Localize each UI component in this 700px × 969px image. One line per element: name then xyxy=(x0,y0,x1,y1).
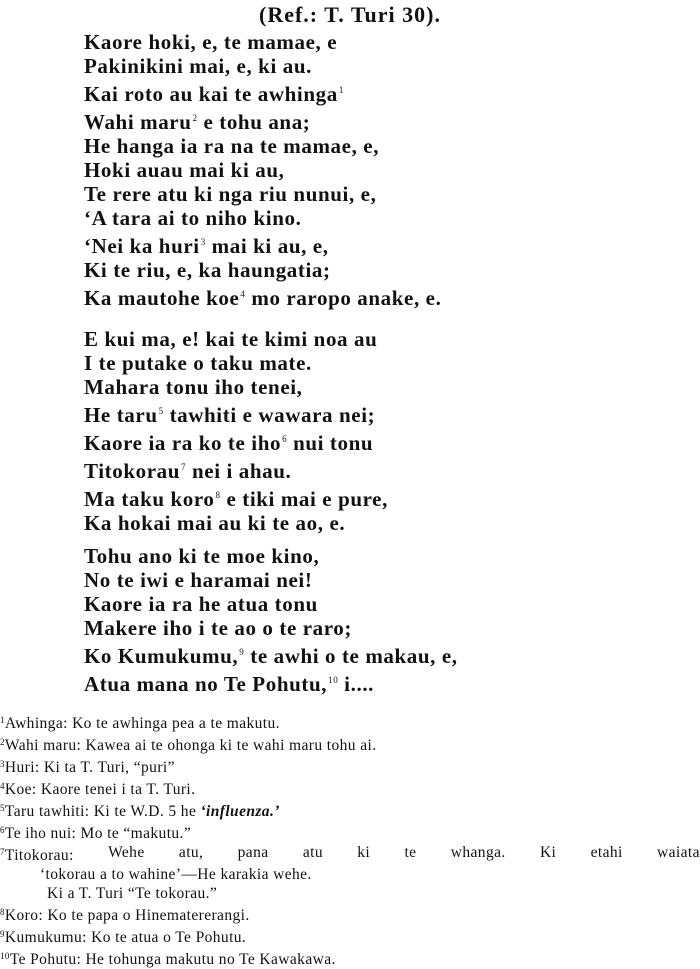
footnote-text: Koe: Kaore tenei i ta T. Turi. xyxy=(4,781,196,798)
footnote-number: 3 xyxy=(0,759,5,769)
verse-line xyxy=(84,640,458,668)
verse-text: Hoki auau mai ki au, xyxy=(84,158,285,182)
footnote-word: waiata xyxy=(657,844,700,861)
verse-text: mai ki au, e, xyxy=(205,234,329,258)
verse-text: Ka mautohe koe xyxy=(84,286,240,310)
footnote-number: 1 xyxy=(0,715,5,725)
footnote xyxy=(0,733,700,755)
verse-line xyxy=(84,30,441,54)
footnote-marker: 7 xyxy=(181,462,187,472)
verse-line xyxy=(84,668,458,696)
footnote-number: 7 xyxy=(0,847,5,857)
verse-text: No te iwi e haramai nei! xyxy=(84,568,313,592)
verse-text: Titokorau xyxy=(84,459,181,483)
verse-line xyxy=(84,616,458,640)
verse-text: i.... xyxy=(338,672,375,696)
stanza-1 xyxy=(84,30,441,310)
verse-line xyxy=(84,106,441,134)
verse-line xyxy=(84,544,458,568)
footnote-word: te xyxy=(404,844,417,861)
footnote-number: 6 xyxy=(0,825,5,835)
verse-text: Makere iho i te ao o te raro; xyxy=(84,616,352,640)
verse-line xyxy=(84,427,388,455)
footnote-word: atu xyxy=(302,844,323,861)
verse-text: Wahi maru xyxy=(84,110,192,134)
verse-text: Kaore hoki, e, te mamae, e xyxy=(84,30,338,54)
footnote-word: Titokorau: xyxy=(4,847,74,864)
verse-text: nei i ahau. xyxy=(186,459,292,483)
verse-text: Ma taku koro xyxy=(84,487,215,511)
footnote-marker: 1 xyxy=(338,85,344,95)
verse-line xyxy=(84,568,458,592)
footnote-text: Te Pohutu: He tohunga makutu no Te Kawakawa. xyxy=(9,951,336,968)
footnote-text: Wahi maru: Kawea ai te ohonga ki te wahi maru tohu ai. xyxy=(4,737,377,754)
verse-line xyxy=(84,592,458,616)
footnote-continuation: ‘tokorau a to wahine’—He karakia wehe. xyxy=(40,866,312,883)
verse-line xyxy=(84,258,441,282)
verse-line xyxy=(84,182,441,206)
footnote xyxy=(0,821,700,843)
footnote-number: 9 xyxy=(0,929,5,939)
footnote xyxy=(0,925,700,947)
footnote-marker: 8 xyxy=(215,490,221,500)
verse-text: e tohu ana; xyxy=(197,110,311,134)
verse-line xyxy=(84,282,441,310)
verse-line xyxy=(84,158,441,182)
footnote-text: Huri: Ki ta T. Turi, “puri” xyxy=(4,759,175,776)
footnote-marker: 9 xyxy=(239,647,245,657)
verse-text: Pakinikini mai, e, ki au. xyxy=(84,54,312,78)
verse-text: Kaore ia ra he atua tonu xyxy=(84,592,318,616)
verse-text: Ki te riu, e, ka haungatia; xyxy=(84,258,331,282)
page-title: (Ref.: T. Turi 30). xyxy=(259,2,441,27)
footnote-word: Ki xyxy=(539,844,557,861)
verse-line xyxy=(84,54,441,78)
verse-text: Kaore ia ra ko te iho xyxy=(84,431,282,455)
verse-line xyxy=(84,230,441,258)
verse-line xyxy=(84,455,388,483)
footnote-marker: 2 xyxy=(192,113,198,123)
footnote-text: Te iho nui: Mo te “makutu.” xyxy=(4,825,192,842)
verse-line xyxy=(84,511,388,535)
footnote xyxy=(0,799,700,821)
footnote-word: whanga. xyxy=(450,844,506,861)
stanza-3 xyxy=(84,544,458,696)
verse-line xyxy=(84,375,388,399)
footnote-marker: 3 xyxy=(200,237,206,247)
footnote-marker: 10 xyxy=(328,675,339,685)
verse-text: He taru xyxy=(84,403,158,427)
verse-text: Mahara tonu iho tenei, xyxy=(84,375,303,399)
footnote-word: atu, xyxy=(178,844,204,861)
footnote xyxy=(0,755,700,777)
footnote-number: 8 xyxy=(0,907,5,917)
footnote-word: etahi xyxy=(590,844,623,861)
footnote-number: 5 xyxy=(0,803,5,813)
verse-text: mo raropo anake, e. xyxy=(245,286,442,310)
verse-text: Tohu ano ki te moe kino, xyxy=(84,544,320,568)
footnote-text: Kumukumu: Ko te atua o Te Pohutu. xyxy=(4,929,247,946)
footnote-marker: 5 xyxy=(158,406,164,416)
verse-text: ‘A tara ai to niho kino. xyxy=(84,206,302,230)
footnote xyxy=(0,947,700,969)
footnote-number: 2 xyxy=(0,737,5,747)
verse-text: Atua mana no Te Pohutu, xyxy=(84,672,328,696)
verse-text: Ko Kumukumu, xyxy=(84,644,239,668)
verse-text: E kui ma, e! kai te kimi noa au xyxy=(84,327,378,351)
verse-text: I te putake o taku mate. xyxy=(84,351,312,375)
verse-text: tawhiti e wawara nei; xyxy=(163,403,376,427)
footnote-text: Taru tawhiti: Ki te W.D. 5 he xyxy=(4,803,201,820)
verse-text: Ka hokai mai au ki te ao, e. xyxy=(84,511,346,535)
footnote-continuation: Ki a T. Turi “Te tokorau.” xyxy=(47,885,218,902)
footnote-marker: 6 xyxy=(282,434,288,444)
stanza-2 xyxy=(84,327,388,535)
footnote xyxy=(0,777,700,799)
verse-text: e tiki mai e pure, xyxy=(220,487,388,511)
footnote-number: 4 xyxy=(0,781,5,791)
verse-text: nui tonu xyxy=(287,431,374,455)
verse-text: Kai roto au kai te awhinga xyxy=(84,82,338,106)
footnote-word: Wehe xyxy=(108,844,145,861)
footnote-italic: ‘influenza.’ xyxy=(200,803,280,820)
verse-line xyxy=(84,134,441,158)
verse-text: te awhi o te makau, e, xyxy=(244,644,458,668)
verse-text: ‘Nei ka huri xyxy=(84,234,200,258)
verse-line xyxy=(84,78,441,106)
footnote-text: Koro: Ko te papa o Hinematererangi. xyxy=(4,907,250,924)
footnote-word: pana xyxy=(237,844,269,861)
footnotes xyxy=(0,711,700,969)
verse-line xyxy=(84,483,388,511)
verse-text: Te rere atu ki nga riu nunui, e, xyxy=(84,182,377,206)
footnote-marker: 4 xyxy=(240,289,246,299)
footnote-number: 10 xyxy=(0,951,10,961)
footnote xyxy=(0,903,700,925)
verse-line xyxy=(84,351,388,375)
verse-line xyxy=(84,206,441,230)
footnote xyxy=(0,711,700,733)
verse-text: He hanga ia ra na te mamae, e, xyxy=(84,134,380,158)
verse-line xyxy=(84,399,388,427)
footnote-word: ki xyxy=(357,844,371,861)
verse-line xyxy=(84,327,388,351)
footnote-text: Awhinga: Ko te awhinga pea a te makutu. xyxy=(4,715,280,732)
footnote xyxy=(0,843,700,903)
